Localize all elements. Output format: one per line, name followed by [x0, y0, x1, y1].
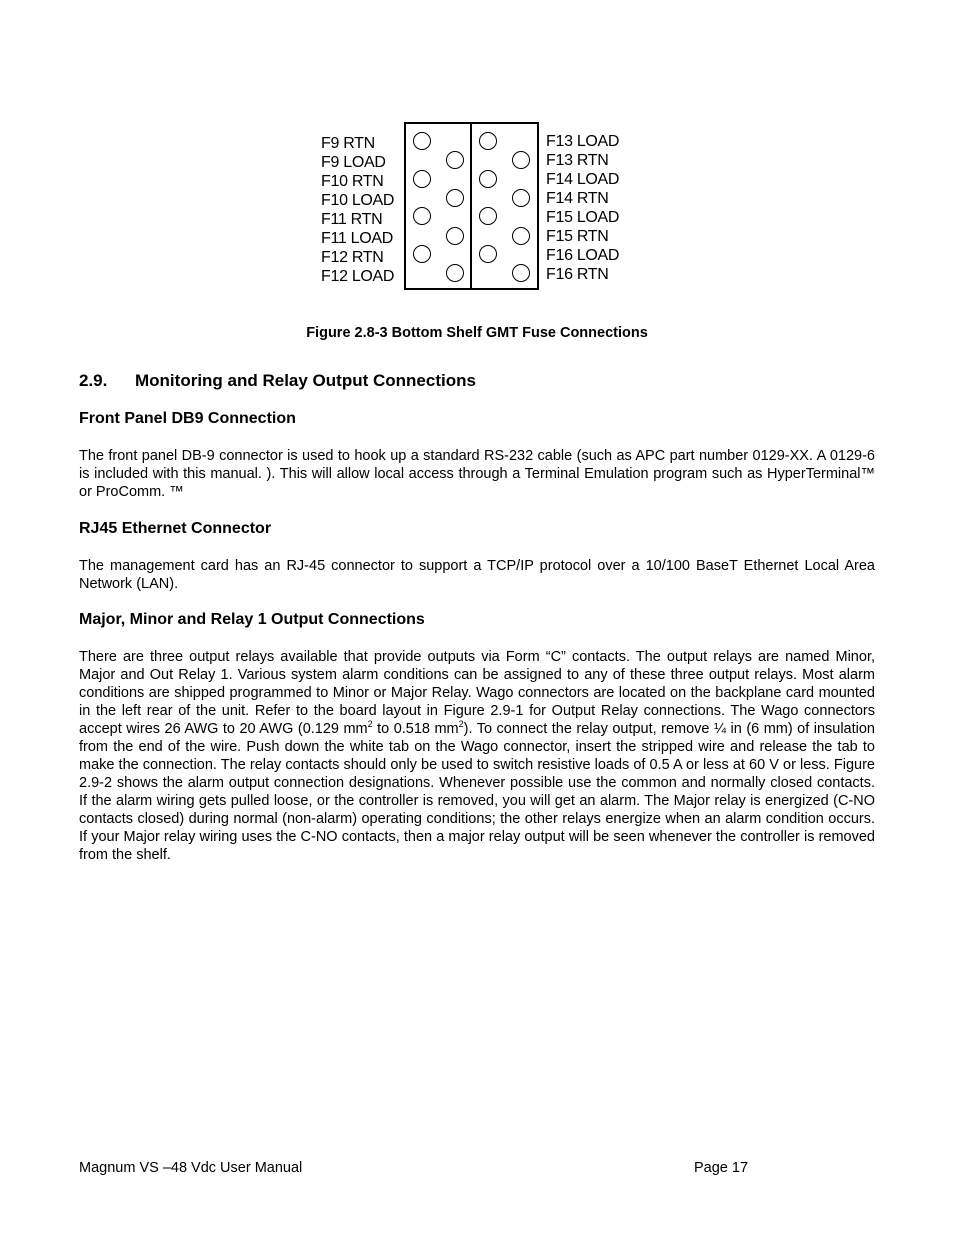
- connector-hole: [479, 207, 497, 225]
- fuse-label: F10 LOAD: [321, 192, 395, 209]
- relay-text-part1: There are three output relays available that provide outputs via Form “C” contacts. The output relays are named Minor, Major and Out Relay 1. Various system alarm conditions can be assigned to any of these three output relays. Most alarm conditions are shipped programmed to Minor or Major Relay. Wago connectors are located on the backplane card mounted in the left rear of the unit. Refer to the board layout in Figure 2.9-1 for Output Relay connections. The Wago connectors accept wires 26 AWG to 20 AWG (0.129 mm: [79, 649, 875, 737]
- fuse-label: F15 LOAD: [546, 209, 620, 226]
- section-title: Monitoring and Relay Output Connections: [135, 371, 476, 390]
- fuse-label: F13 LOAD: [546, 133, 620, 150]
- connector-hole: [413, 207, 431, 225]
- rj45-heading: RJ45 Ethernet Connector: [79, 520, 272, 537]
- left-fuse-labels: [321, 134, 394, 286]
- relay-text-part2: to 0.518 mm: [372, 721, 459, 737]
- fuse-label: F14 LOAD: [546, 171, 620, 188]
- fuse-label: F15 RTN: [546, 228, 609, 245]
- rj45-paragraph: The management card has an RJ-45 connector to support a TCP/IP protocol over a 10/100 BaseT Ethernet Local Area Network (LAN).: [79, 558, 875, 592]
- db9-paragraph: The front panel DB-9 connector is used to hook up a standard RS-232 cable (such as APC part number 0129-XX. A 0129-6 is included with this manual. ). This will allow local access through a Terminal Emulation program such as HyperTerminal™ or ProComm. ™: [79, 448, 875, 500]
- connector-hole: [479, 170, 497, 188]
- fuse-label: F14 RTN: [546, 190, 609, 207]
- fuse-label: F13 RTN: [546, 152, 609, 169]
- section-number: 2.9.: [79, 371, 108, 390]
- fuse-label: F11 RTN: [321, 211, 383, 228]
- fuse-label: F10 RTN: [321, 173, 384, 190]
- relay-heading: Major, Minor and Relay 1 Output Connections: [79, 611, 425, 628]
- connector-hole: [479, 132, 497, 150]
- connector-hole: [512, 227, 530, 245]
- connector-hole: [446, 151, 464, 169]
- footer-page-number: Page 17: [694, 1160, 749, 1176]
- connector-hole: [512, 151, 530, 169]
- right-fuse-labels: [546, 132, 619, 284]
- connector-hole: [512, 189, 530, 207]
- connector-hole: [446, 227, 464, 245]
- section-heading: [79, 371, 476, 391]
- relay-paragraph: [79, 648, 875, 864]
- fuse-label: F11 LOAD: [321, 230, 393, 247]
- figure-caption: Figure 2.8-3 Bottom Shelf GMT Fuse Connections: [306, 325, 648, 341]
- connector-hole: [479, 245, 497, 263]
- connector-hole: [413, 132, 431, 150]
- footer-manual-title: Magnum VS –48 Vdc User Manual: [79, 1160, 303, 1176]
- connector-hole: [413, 170, 431, 188]
- fuse-label: F9 RTN: [321, 135, 375, 152]
- fuse-label: F16 RTN: [546, 266, 609, 283]
- connector-hole: [446, 189, 464, 207]
- superscript: 2: [367, 719, 373, 729]
- right-connector-block: [470, 122, 539, 290]
- connector-hole: [413, 245, 431, 263]
- connector-hole: [446, 264, 464, 282]
- fuse-label: F12 RTN: [321, 249, 384, 266]
- fuse-label: F9 LOAD: [321, 154, 386, 171]
- left-connector-block: [404, 122, 472, 290]
- relay-text-part3: ). To connect the relay output, remove ¼ in (6 mm) of insulation from the end of the wire. Push down the white tab on the Wago connector, insert the stripped wire and release the tab to make the connection. The relay contacts should only be used to switch resistive loads of 0.5 A or less at 60 V or less. Figure 2.9-2 shows the alarm output connection designations. Whenever possible use the common and normally closed contacts. If the alarm wiring gets pulled loose, or the controller is removed, you will get an alarm. The Major relay is energized (C-NO contacts closed) during normal (non-alarm) operating conditions; the other relays energize when an alarm condition occurs. If your Major relay wiring uses the C-NO contacts, then a major relay output will be seen whenever the controller is removed from the shelf.: [79, 721, 875, 863]
- fuse-label: F12 LOAD: [321, 268, 395, 285]
- superscript: 2: [458, 719, 464, 729]
- connector-hole: [512, 264, 530, 282]
- db9-heading: Front Panel DB9 Connection: [79, 410, 296, 427]
- fuse-label: F16 LOAD: [546, 247, 620, 264]
